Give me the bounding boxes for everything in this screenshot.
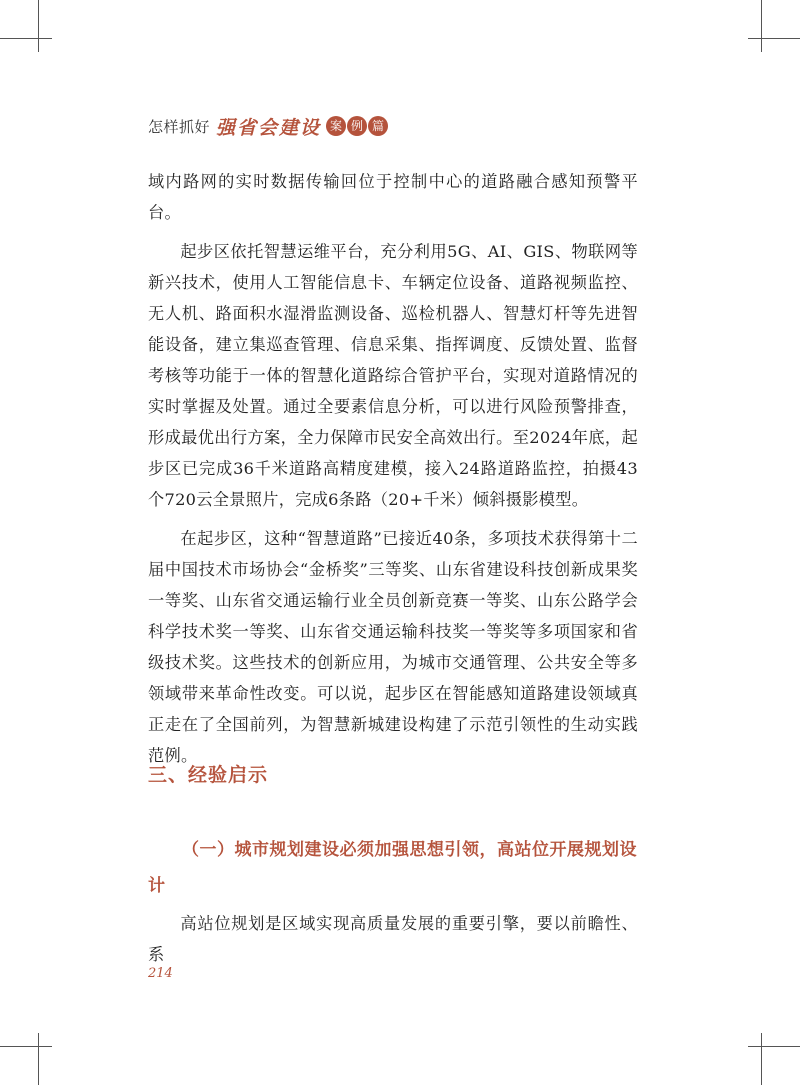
section-heading: 三、经验启示 <box>148 764 269 786</box>
crop-mark-bottom-right-v <box>761 1033 762 1085</box>
header-badge: 案 <box>326 116 346 136</box>
header-badges <box>325 116 388 136</box>
header-badge: 例 <box>347 116 367 136</box>
page-number: 214 <box>148 966 173 981</box>
header-brand: 强省会建设 <box>216 116 322 139</box>
crop-mark-bottom-right-h <box>748 1046 800 1047</box>
body-text <box>148 166 638 771</box>
crop-mark-top-right-v <box>761 0 762 52</box>
running-header <box>148 114 388 138</box>
crop-mark-top-right-h <box>748 38 800 39</box>
crop-mark-bottom-left-v <box>38 1033 39 1085</box>
crop-mark-top-left-v <box>38 0 39 52</box>
paragraph-continued: 域内路网的实时数据传输回位于控制中心的道路融合感知预警平台。 <box>148 172 638 222</box>
crop-mark-bottom-left-h <box>0 1046 52 1047</box>
paragraph: 在起步区，这种“智慧道路”已接近40条，多项技术获得第十二届中国技术市场协会“金桥奖”三等奖、山东省建设科技创新成果奖一等奖、山东省交通运输行业全员创新竞赛一等奖、山东公路学会科学技术奖一等奖、山东省交通运输科技奖一等奖等多项国家和省级技术奖。这些技术的创新应用，为城市交通管理、公共安全等多领域带来革命性改变。可以说，起步区在智能感知道路建设领域真正走在了全国前列，为智慧新城建设构建了示范引领性的生动实践范例。 <box>148 529 638 765</box>
header-prefix: 怎样抓好 <box>148 117 211 136</box>
subsection-heading: （一）城市规划建设必须加强思想引领，高站位开展规划设计 <box>148 840 637 896</box>
paragraph: 高站位规划是区域实现高质量发展的重要引擎，要以前瞻性、系 <box>148 914 638 964</box>
crop-mark-top-left-h <box>0 38 52 39</box>
paragraph: 起步区依托智慧运维平台，充分利用5G、AI、GIS、物联网等新兴技术，使用人工智能信息卡、车辆定位设备、道路视频监控、无人机、路面积水湿滑监测设备、巡检机器人、智慧灯杆等先进智能设备，建立集巡查管理、信息采集、指挥调度、反馈处置、监督考核等功能于一体的智慧化道路综合管护平台，实现对道路情况的实时掌握及处置。通过全要素信息分析，可以进行风险预警排查，形成最优出行方案，全力保障市民安全高效出行。至2024年底，起步区已完成36千米道路高精度建模，接入24路道路监控，拍摄43个720云全景照片，完成6条路（20+千米）倾斜摄影模型。 <box>148 242 638 509</box>
body-text-lead <box>148 908 638 970</box>
header-badge: 篇 <box>368 116 388 136</box>
